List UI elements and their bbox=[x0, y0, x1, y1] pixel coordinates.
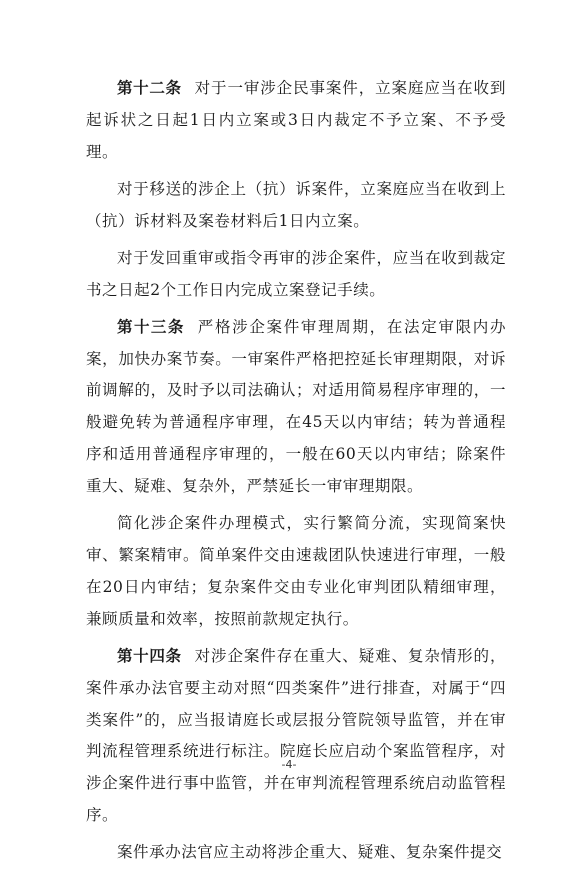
paragraph-text: 简化涉企案件办理模式，实行繁简分流，实现简案快审、繁案精审。简单案件交由速裁团队快速进行审理，一般在20日内审结；复杂案件交由专业化审判团队精细审理，兼顾质量和效率，按照前款规定执行。 bbox=[86, 514, 506, 628]
paragraph-text: 对涉企案件存在重大、疑难、复杂情形的，案件承办法官要主动对照“四类案件”进行排查，对属于“四类案件”的，应当报请庭长或层报分管院领导监管，并在审判流程管理系统进行标注。院庭长应启动个案监管程序，对涉企案件进行事中监管，并在审判流程管理系统启动监管程序。 bbox=[86, 646, 507, 825]
document-body bbox=[86, 73, 506, 874]
paragraph-text: 严格涉企案件审理周期，在法定审限内办案，加快办案节奏。一审案件严格把控延长审理期限，对诉前调解的，及时予以司法确认；对适用简易程序审理的，一般避免转为普通程序审理，在45天以内审结；转为普通程序和适用普通程序审理的，一般在60天以内审结；除案件重大、疑难、复杂外，严禁延长一审审理期限。 bbox=[86, 317, 507, 496]
article-number: 第十三条 bbox=[117, 317, 185, 336]
paragraph-text: 案件承办法官应主动将涉企重大、疑难、复杂案件提交 bbox=[117, 843, 503, 862]
paragraph-article-13 bbox=[86, 312, 506, 503]
paragraph-article-14 bbox=[86, 641, 506, 832]
paragraph-text: 对于发回重审或指令再审的涉企案件，应当在收到裁定书之日起2个工作日内完成立案登记手续。 bbox=[86, 248, 506, 299]
page-number: -4- bbox=[281, 758, 297, 771]
paragraph-continuation bbox=[86, 837, 506, 869]
article-number: 第十二条 bbox=[117, 79, 182, 97]
paragraph-text: 对于一审涉企民事案件，立案庭应当在收到起诉状之日起1日内立案或3日内裁定不予立案、不予受理。 bbox=[86, 79, 507, 161]
paragraph-appeal-cases bbox=[86, 174, 506, 238]
paragraph-retrial-cases bbox=[86, 243, 506, 307]
paragraph-text: 对于移送的涉企上（抗）诉案件，立案庭应当在收到上（抗）诉材料及案卷材料后1日内立案。 bbox=[86, 179, 506, 230]
article-number: 第十四条 bbox=[117, 646, 182, 665]
paragraph-article-12 bbox=[86, 73, 506, 169]
paragraph-simplified-mode bbox=[86, 508, 506, 635]
